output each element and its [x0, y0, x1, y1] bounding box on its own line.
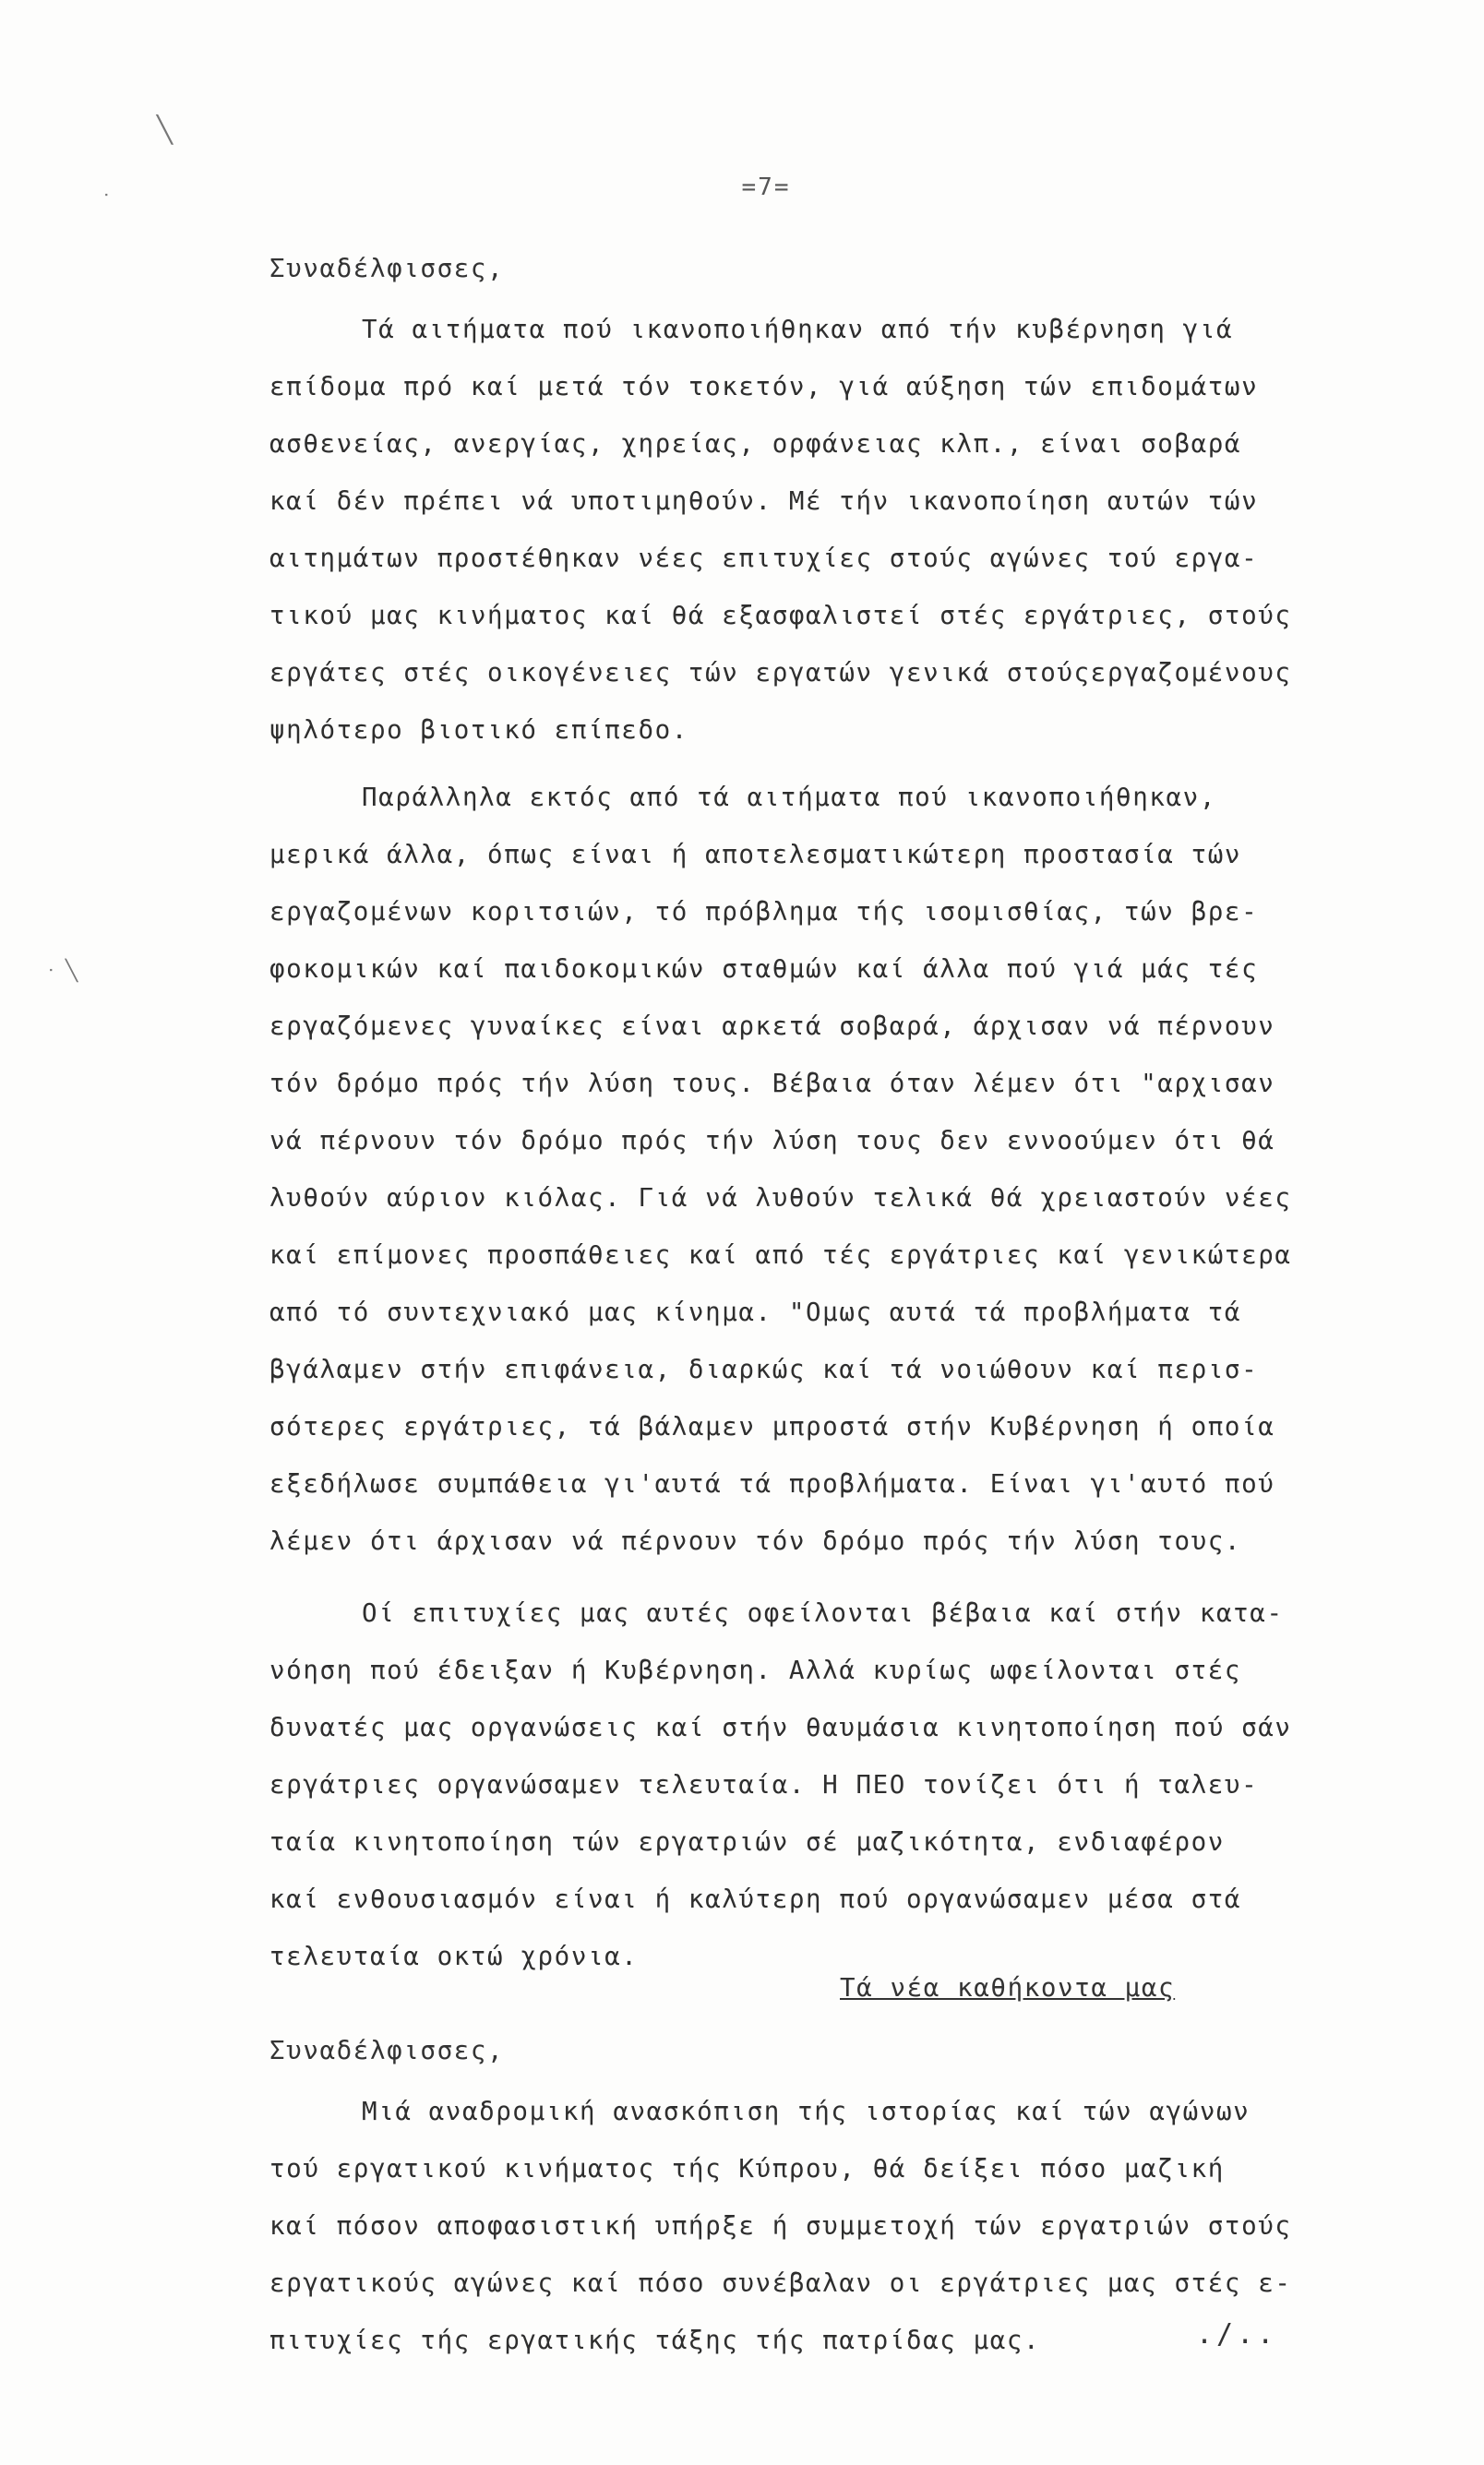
- paragraph-line: εργάτες στές οικογένειες τών εργατών γενικά στούςεργαζομένους: [269, 658, 1292, 688]
- paragraph-line: φοκομικών καί παιδοκομικών σταθμών καί άλλα πού γιά μάς τές: [269, 954, 1259, 984]
- paragraph-3: [269, 1585, 1432, 1985]
- paragraph-line: εργαζόμενες γυναίκες είναι αρκετά σοβαρά, άρχισαν νά πέρνουν: [269, 1011, 1275, 1041]
- paragraph-line: Οί επιτυχίες μας αυτές οφείλονται βέβαια καί στήν κατα-: [362, 1598, 1284, 1628]
- paragraph-1: [269, 301, 1432, 759]
- page-number: =7=: [741, 174, 791, 201]
- paragraph-line: νόηση πού έδειξαν ή Κυβέρνηση. Αλλά κυρίως ωφείλονται στές: [269, 1656, 1242, 1685]
- paragraph-line: λυθούν αύριον κιόλας. Γιά νά λυθούν τελικά θά χρειαστούν νέες: [269, 1183, 1292, 1213]
- paragraph-line: καί πόσον αποφασιστική υπήρξε ή συμμετοχή τών εργατριών στούς: [269, 2211, 1292, 2241]
- paragraph-line: τελευταία οκτώ χρόνια.: [269, 1942, 639, 1971]
- paragraph-line: Μιά αναδρομική ανασκόπιση τής ιστορίας καί τών αγώνων: [362, 2097, 1251, 2126]
- paragraph-line: τόν δρόμο πρός τήν λύση τους. Βέβαια όταν λέμεν ότι "αρχισαν: [269, 1069, 1275, 1098]
- paragraph-line: τού εργατικού κινήματος τής Κύπρου, θά δείξει πόσο μαζική: [269, 2154, 1225, 2184]
- paragraph-line: Παράλληλα εκτός από τά αιτήματα πού ικανοποιήθηκαν,: [362, 783, 1216, 812]
- salutation-opening: Συναδέλφισσες,: [269, 254, 505, 283]
- paragraph-line: εργατικούς αγώνες καί πόσο συνέβαλαν οι εργάτριες μας στές ε-: [269, 2268, 1292, 2298]
- paragraph-line: βγάλαμεν στήν επιφάνεια, διαρκώς καί τά νοιώθουν καί περισ-: [269, 1355, 1259, 1384]
- paragraph-line: αιτημάτων προστέθηκαν νέες επιτυχίες στούς αγώνες τού εργα-: [269, 544, 1259, 573]
- margin-mark-middle: ᐧ ╲: [48, 960, 78, 983]
- paragraph-line: ασθενείας, ανεργίας, χηρείας, ορφάνειας κλπ., είναι σοβαρά: [269, 429, 1242, 459]
- paragraph-line: πιτυχίες τής εργατικής τάξης τής πατρίδας μας.: [269, 2326, 1041, 2355]
- paragraph-line: δυνατές μας οργανώσεις καί στήν θαυμάσια κινητοποίηση πού σάν: [269, 1713, 1292, 1742]
- continuation-mark: ./..: [1196, 2318, 1278, 2351]
- paragraph-line: καί ενθουσιασμόν είναι ή καλύτερη πού οργανώσαμεν μέσα στά: [269, 1885, 1242, 1914]
- paragraph-line: καί επίμονες προσπάθειες καί από τές εργάτριες καί γενικώτερα: [269, 1240, 1292, 1270]
- paragraph-line: ψηλότερο βιοτικό επίπεδο.: [269, 715, 688, 745]
- paragraph-line: επίδομα πρό καί μετά τόν τοκετόν, γιά αύξηση τών επιδομάτων: [269, 372, 1259, 401]
- salutation-section: Συναδέλφισσες,: [269, 2036, 505, 2065]
- paragraph-line: εργαζομένων κοριτσιών, τό πρόβλημα τής ισομισθίας, τών βρε-: [269, 897, 1259, 927]
- margin-mark-left: ᐧ: [103, 185, 109, 208]
- paragraph-line: ταία κινητοποίηση τών εργατριών σέ μαζικότητα, ενδιαφέρον: [269, 1827, 1225, 1857]
- paragraph-line: Τά αιτήματα πού ικανοποιήθηκαν από τήν κυβέρνηση γιά: [362, 315, 1234, 344]
- paragraph-line: από τό συντεχνιακό μας κίνημα. "Ομως αυτά τά προβλήματα τά: [269, 1298, 1242, 1327]
- paragraph-line: σότερες εργάτριες, τά βάλαμεν μπροστά στήν Κυβέρνηση ή οποία: [269, 1412, 1275, 1442]
- paragraph-line: λέμεν ότι άρχισαν νά πέρνουν τόν δρόμο πρός τήν λύση τους.: [269, 1526, 1242, 1556]
- paragraph-line: καί δέν πρέπει νά υποτιμηθούν. Μέ τήν ικανοποίηση αυτών τών: [269, 486, 1259, 516]
- paragraph-line: εργάτριες οργανώσαμεν τελευταία. Η ΠΕΟ τονίζει ότι ή ταλευ-: [269, 1770, 1259, 1800]
- paragraph-2: [269, 769, 1432, 1570]
- paragraph-line: τικού μας κινήματος καί θά εξασφαλιστεί στές εργάτριες, στούς: [269, 601, 1292, 630]
- paragraph-line: εξεδήλωσε συμπάθεια γι'αυτά τά προβλήματα. Είναι γι'αυτό πού: [269, 1469, 1275, 1499]
- paragraph-line: μερικά άλλα, όπως είναι ή αποτελεσματικώτερη προστασία τών: [269, 840, 1242, 869]
- margin-mark-top: ╲: [157, 114, 173, 145]
- paragraph-line: νά πέρνουν τόν δρόμο πρός τήν λύση τους δεν εννοούμεν ότι θά: [269, 1126, 1275, 1155]
- section-heading: Τά νέα καθήκοντα μας: [840, 1973, 1176, 2003]
